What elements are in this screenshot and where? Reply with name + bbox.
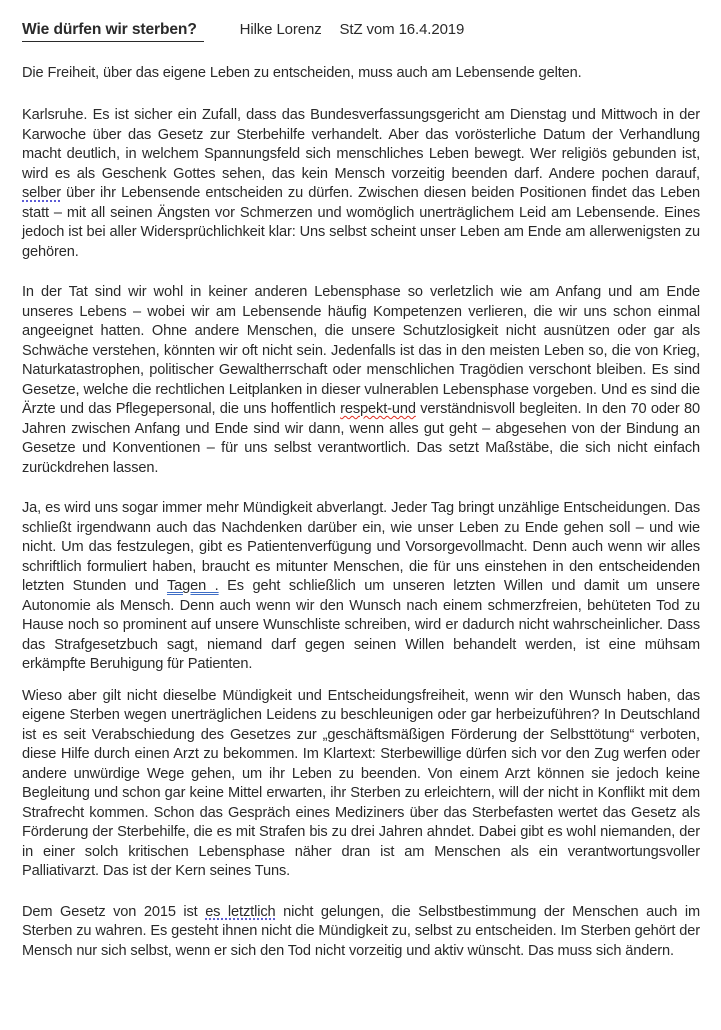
- text-segment: verständnisvoll begleiten. In den 70 oder 80 Jahren zwischen Anfang und Ende sind wir dann, wenn alles gut geht – abgesehen von der Bindung an Gesetze und Konventionen – für uns selbst verantwortlich. Das setzt Maßstäbe, die sich nicht einfach zurückdrehen lassen.: [22, 401, 700, 476]
- paragraph-wieso-aber: [22, 687, 700, 882]
- document-page: [22, 20, 700, 961]
- lead-sentence: Die Freiheit, über das eigene Leben zu entscheiden, muss auch am Lebensende gelten.: [22, 64, 582, 81]
- paragraph-muendigkeit: [22, 499, 700, 675]
- article-source: StZ vom 16.4.2019: [339, 21, 465, 38]
- text-segment: nicht gelungen, die Selbstbestimmung der Menschen auch im Sterben zu wahren. Es gesteht ihnen nicht die Mündigkeit zu, selbst zu entscheiden. Im Sterben gehört der Mensch nur sich selbst, wenn er sich den Tod nicht vorzeitig und aktiv wünscht. Das muss sich ändern.: [22, 903, 700, 959]
- text-segment: Karlsruhe. Es ist sicher ein Zufall, dass das Bundesverfassungsgericht am Dienstag und Mittwoch in der Karwoche über das Gesetz zur Sterbehilfe verhandelt. Aber das vorösterliche Datum der Verhandlung macht deutlich, in welchem Spannungsfeld sich menschliches Leben bewegt. Wer religiös gebunden ist, wird es als Geschenk Gottes sehen, das kein Mensch vorzeitig beenden darf. Andere pochen darauf,: [22, 107, 700, 182]
- text-segment: Dem Gesetz von 2015 ist: [22, 903, 206, 920]
- grammar-flagged-text: Tagen .: [166, 578, 219, 594]
- text-segment: In der Tat sind wir wohl in keiner anderen Lebensphase so verletzlich wie am Anfang und am Ende unseres Lebens – wobei wir am Lebensende häufig Kompetenzen verlieren, die wir uns schon einmal angeeignet hatten. Ohne andere Menschen, die unsere Schutzlosigkeit nicht ausnützen oder gar als Schwäche verstehen, könnten wir oft nicht sein. Jedenfalls ist das in den meisten Leben so, die von Krieg, Naturkatastrophen, politischer Gewaltherrschaft oder menschlichen Tragödien verschont bleiben. Es sind Gesetze, welche die rechtlichen Leitplanken in dieser vulnerablen Lebensphase vorgeben. Und es sind die Ärzte und das Pflegepersonal, die uns hoffentlich: [22, 284, 700, 417]
- text-segment: Es geht schließlich um unseren letzten Willen und damit um unsere Autonomie als Mensch. Denn auch wenn wir den Wunsch nach einem schmerzfreien, behüteten Tod zu Hause noch so prominent auf unsere Wunschliste schreiben, wird er dadurch nicht wahrscheinlicher. Dass das Strafgesetzbuch sagt, niemand darf gegen seinen Willen behandelt werden, ist eine mühsam erkämpfte Beruhigung für Patienten.: [22, 578, 700, 672]
- article-title: Wie dürfen wir sterben?: [22, 20, 204, 42]
- grammar-flagged-text: selber: [22, 185, 62, 201]
- spelling-flagged-text: respekt-und: [340, 401, 416, 417]
- paragraph-gesetz-2015: [22, 903, 700, 962]
- text-segment: Ja, es wird uns sogar immer mehr Mündigkeit abverlangt. Jeder Tag bringt unzählige Entscheidungen. Das schließt irgendwann auch das Nachdenken darüber ein, wie unser Leben zu Ende gehen soll – und wie nicht. Um das festzulegen, gibt es Patientenverfügung und Vorsorgevollmacht. Denn auch wenn wir alles schriftlich formuliert haben, braucht es mitunter Menschen, die für uns einstehen in den entscheidenden letzten Stunden und: [22, 500, 700, 594]
- grammar-flagged-text: es letztlich: [205, 903, 276, 920]
- text-segment: über ihr Lebensende entscheiden zu dürfen. Zwischen diesen beiden Positionen findet das Leben statt – mit all seinen Ängsten vor Schmerzen und womöglich unerträglichem Leid am Lebensende. Eines jedoch ist bei aller Widersprüchlichkeit klar: Uns selbst scheint unser Leben am Ende am allerwenigsten zu gehören.: [22, 185, 700, 260]
- paragraph-karlsruhe: [22, 106, 700, 262]
- article-author: Hilke Lorenz: [239, 21, 322, 38]
- title-row: [22, 20, 700, 42]
- paragraph-in-der-tat: [22, 283, 700, 478]
- text-segment: Wieso aber gilt nicht dieselbe Mündigkeit und Entscheidungsfreiheit, wenn wir den Wunsch haben, das eigene Sterben wegen unerträglichen Leidens zu beschleunigen oder gar herbeizuführen? In Deutschland ist es seit Verabschiedung des Gesetzes zur „geschäftsmäßigen Förderung der Selbsttötung“ verboten, diese Hilfe durch einen Arzt zu bekommen. Im Klartext: Sterbewillige dürfen sich vor den Zug werfen oder andere unwürdige Wege gehen, um ihr Leben zu beenden. Von einem Arzt können sie jedoch keine Begleitung und schon gar keine Mittel erwarten, ihr Sterben zu erleichtern, will der nicht in Konflikt mit dem Strafrecht kommen. Schon das Gespräch eines Mediziners über das Sterbefasten wertet das Gesetz als Förderung der Sterbehilfe, die es mit Strafen bis zu drei Jahren ahndet. Dabei gibt es wohl niemanden, der in einer solch kritischen Lebensphase näher dran ist am Menschen als ein verantwortungsvoller Palliativarzt. Das ist der Kern seines Tuns.: [22, 687, 700, 879]
